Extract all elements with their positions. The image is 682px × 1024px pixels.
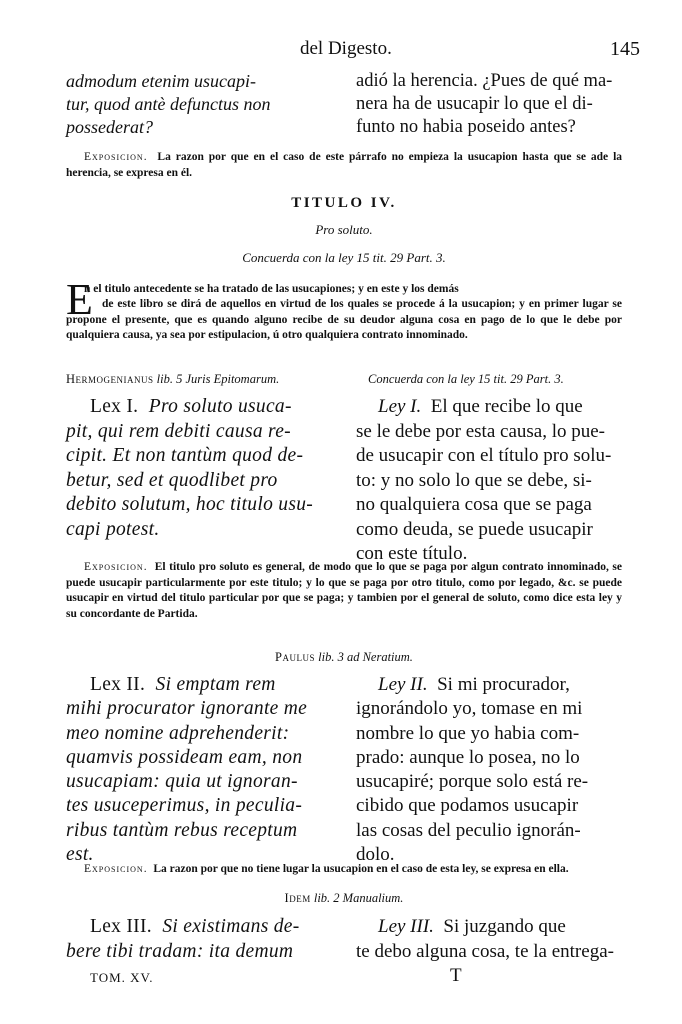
intro-paragraph bbox=[66, 275, 622, 343]
text-line: mihi procurator ignorante me bbox=[66, 698, 308, 720]
exposicion-label: Exposicion. bbox=[84, 561, 148, 573]
law2-spanish-text bbox=[356, 673, 624, 867]
text-line: debito solutum, hoc titulo usu- bbox=[66, 494, 314, 515]
exposicion-3 bbox=[66, 862, 622, 878]
law3-spanish-text bbox=[356, 914, 624, 964]
text-line: tur, quod antè defunctus non bbox=[66, 94, 271, 114]
text-line: betur, sed et quodlibet pro bbox=[66, 469, 278, 491]
law-label: Ley III. bbox=[378, 916, 434, 937]
text-line: to: y no solo lo que se debe, si- bbox=[356, 469, 592, 491]
text-line: capi potest. bbox=[66, 518, 160, 540]
source-work: lib. 2 Manualium. bbox=[313, 891, 404, 905]
text-line: possederat? bbox=[66, 117, 153, 137]
exposicion-2 bbox=[66, 560, 622, 622]
law-label: Lex II. bbox=[90, 674, 146, 695]
top-latin-text bbox=[66, 70, 336, 139]
titulo-subheading: Pro soluto. bbox=[315, 222, 373, 237]
text-line: Pro soluto usuca- bbox=[148, 396, 292, 417]
text-line: como deuda, se puede usucapir bbox=[356, 518, 593, 540]
text-line: est. bbox=[66, 844, 94, 866]
text-line: tes usuceperimus, in peculia- bbox=[66, 795, 303, 817]
source-author: Hermogenianus bbox=[66, 372, 154, 386]
text-line: cibido que podamos usucapir bbox=[356, 795, 579, 817]
law1-spanish-text bbox=[356, 395, 624, 567]
text-line: con este título. bbox=[356, 543, 468, 564]
text-line: Si existimans de- bbox=[162, 916, 300, 937]
law1-latin-text bbox=[66, 395, 336, 542]
page-number: 145 bbox=[610, 38, 640, 60]
law-label: Lex III. bbox=[90, 916, 152, 937]
source-work: lib. 5 Juris Epitomarum. bbox=[156, 372, 280, 386]
text-line: usucapiam: quia ut ignoran- bbox=[66, 771, 298, 793]
exposicion-text: La razon por que en el caso de este párrafo no empieza la usucapion hasta que se ade la herencia, se expresa en él. bbox=[66, 151, 623, 179]
exposicion-label: Exposicion. bbox=[84, 863, 148, 875]
running-title: del Digesto. bbox=[300, 38, 392, 59]
intro-rest: de este libro se dirá de aquellos en virtud de los quales se procede á la usucapion; y en primer lugar se propone el presente, que es quando alguno recibe de su deudor alguna cosa en pago de lo que le debe por qualquiera causa, ya sea por estipulacion, ú otro qualquiera contrato innominado. bbox=[66, 298, 622, 341]
source-work: lib. 3 ad Neratium. bbox=[318, 650, 413, 664]
text-line: Si emptam rem bbox=[155, 674, 276, 695]
text-line: no qualquiera cosa que se paga bbox=[356, 494, 592, 515]
law-label: Ley II. bbox=[378, 674, 428, 695]
text-line: Si mi procurador, bbox=[437, 674, 570, 695]
intro-first-line: n el titulo antecedente se ha tratado de las usucapiones; y en este y los demás bbox=[84, 283, 459, 295]
text-line: te debo alguna cosa, te la entrega- bbox=[356, 941, 614, 962]
titulo-heading: TITULO IV. bbox=[291, 195, 397, 211]
law3-source bbox=[66, 891, 622, 906]
text-line: se le debe por esta causa, lo pue- bbox=[356, 420, 606, 442]
law2-source bbox=[66, 650, 622, 665]
law-label: Ley I. bbox=[378, 396, 422, 417]
text-line: funto no habia poseido antes? bbox=[356, 117, 576, 137]
law1-source-right: Concuerda con la ley 15 tit. 29 Part. 3. bbox=[368, 372, 564, 386]
text-line: bere tibi tradam: ita demum bbox=[66, 941, 294, 962]
law3-latin-text bbox=[66, 914, 336, 964]
drop-cap: E bbox=[66, 275, 93, 324]
volume-mark: TOM. XV. bbox=[90, 970, 154, 985]
text-line: El que recibe lo que bbox=[430, 396, 583, 417]
text-line: ignorándolo yo, tomase en mi bbox=[356, 698, 583, 720]
top-spanish-text bbox=[356, 70, 624, 139]
text-line: admodum etenim usucapi- bbox=[66, 71, 256, 91]
law-label: Lex I. bbox=[90, 396, 139, 417]
text-line: cipit. Et non tantùm quod de- bbox=[66, 445, 304, 466]
source-author: Idem bbox=[284, 891, 311, 905]
text-line: de usucapir con el título pro solu- bbox=[356, 445, 612, 466]
source-author: Paulus bbox=[275, 650, 316, 664]
exposicion-1 bbox=[66, 150, 622, 181]
text-line: ribus tantùm rebus receptum bbox=[66, 819, 298, 841]
text-line: dolo. bbox=[356, 844, 395, 866]
law1-source-left bbox=[66, 372, 279, 387]
text-line: prado: aunque lo posea, no lo bbox=[356, 746, 580, 768]
exposicion-text: El titulo pro soluto es general, de modo que lo que se paga por algun contrato innominado, se puede usucapir particularmente por este titulo; y lo que se paga por otro titulo, como por legado, &c. se puede usucapir en virtud del titulo particular por que se paga; y tambien por el general de soluto, como dice esta ley y su concordante de Partida. bbox=[66, 561, 623, 620]
law2-latin-text bbox=[66, 673, 336, 867]
text-line: nombre lo que yo habia com- bbox=[356, 722, 580, 744]
exposicion-text: La razon por que no tiene lugar la usucapion en el caso de esta ley, se expresa en ella. bbox=[153, 863, 569, 875]
text-line: usucapiré; porque solo está re- bbox=[356, 771, 589, 793]
exposicion-label: Exposicion. bbox=[84, 151, 148, 163]
text-line: quamvis possideam eam, non bbox=[66, 746, 303, 768]
text-line: Si juzgando que bbox=[443, 916, 566, 937]
titulo-concordance: Concuerda con la ley 15 tit. 29 Part. 3. bbox=[242, 250, 446, 265]
text-line: meo nomine adprehenderit: bbox=[66, 722, 290, 744]
text-line: las cosas del peculio ignorán- bbox=[356, 819, 581, 841]
text-line: pit, qui rem debiti causa re- bbox=[66, 420, 291, 442]
text-line: adió la herencia. ¿Pues de qué ma- bbox=[356, 71, 613, 91]
text-line: nera ha de usucapir lo que el di- bbox=[356, 94, 593, 114]
signature-mark: T bbox=[450, 965, 462, 986]
